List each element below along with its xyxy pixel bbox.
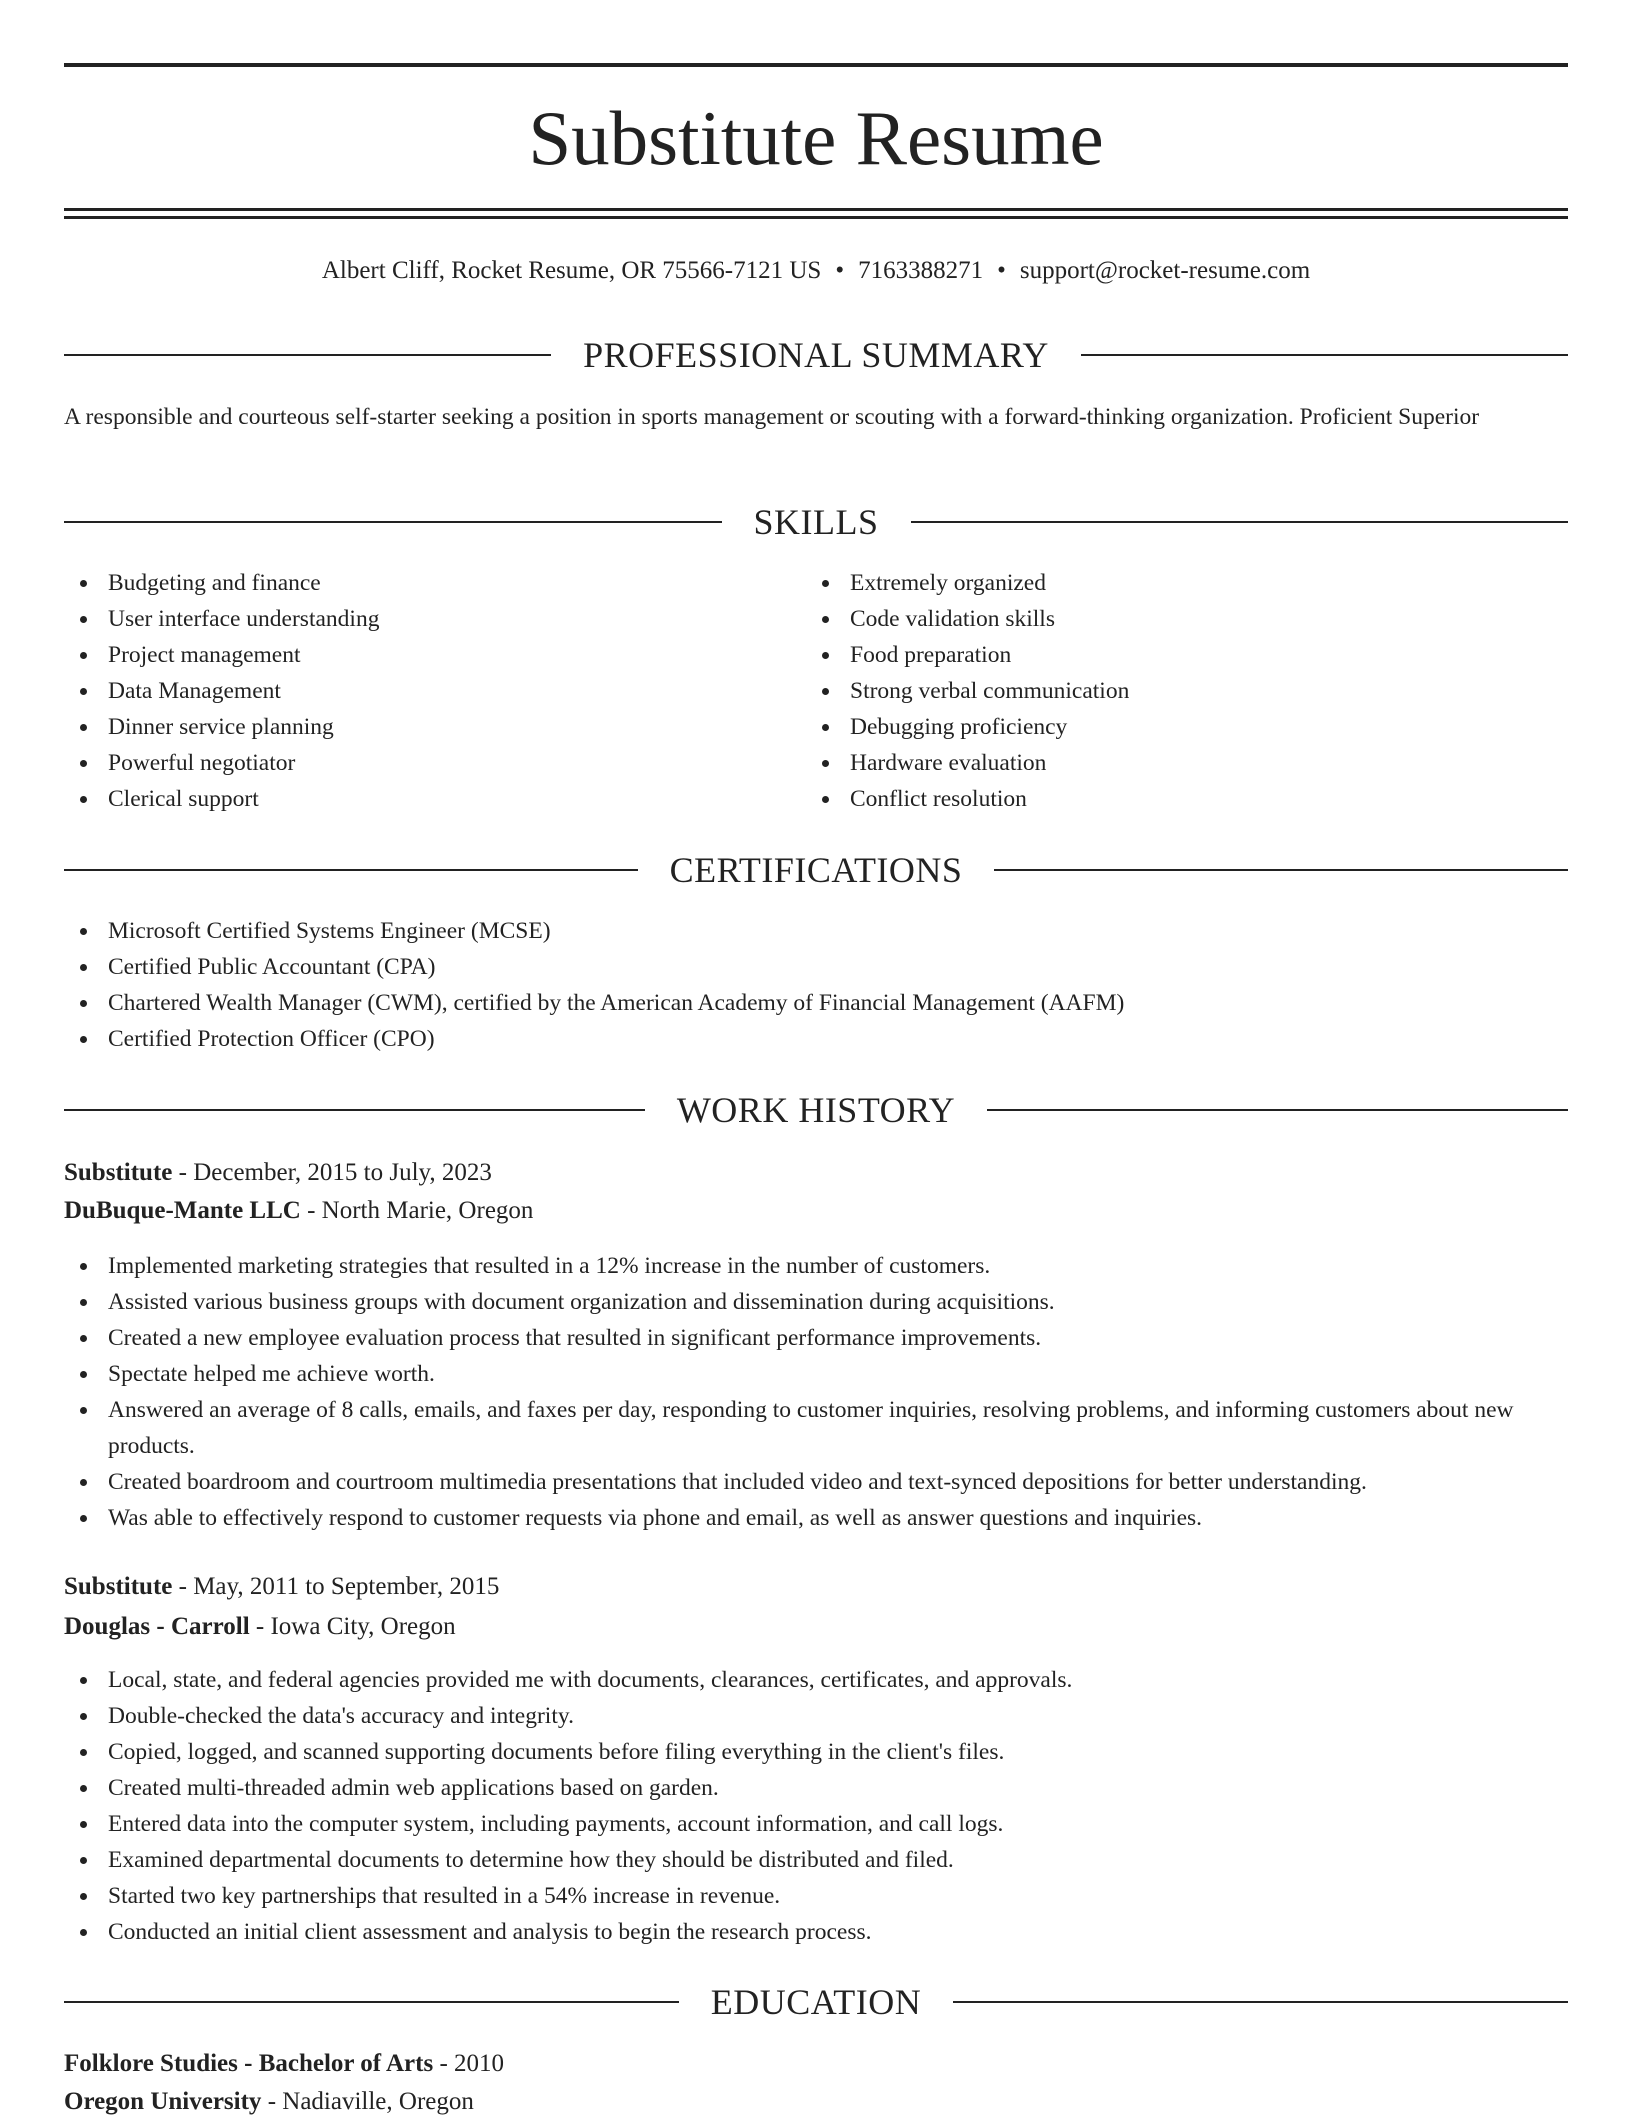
heading-rule — [994, 869, 1568, 871]
skill-item: Powerful negotiator — [64, 745, 804, 781]
certification-item: Chartered Wealth Manager (CWM), certified by the American Academy of Financial Management (AAFM) — [64, 985, 1568, 1021]
job-2-bullets — [64, 1662, 1568, 1950]
job-1-location: - North Marie, Oregon — [300, 1197, 534, 1224]
job-2-dates: - May, 2011 to September, 2015 — [172, 1573, 500, 1600]
contact-phone[interactable]: 7163388271 — [858, 257, 984, 284]
contact-separator: • — [997, 257, 1006, 284]
job-bullet: Local, state, and federal agencies provided me with documents, clearances, certificates, and approvals. — [64, 1662, 1568, 1698]
certification-item: Certified Public Accountant (CPA) — [64, 949, 1568, 985]
heading-rule — [64, 869, 638, 871]
job-bullet: Started two key partnerships that resulted in a 54% increase in revenue. — [64, 1878, 1568, 1914]
job-1-company-line — [64, 1193, 1568, 1229]
certifications-list — [64, 913, 1568, 1057]
job-1-company: DuBuque-Mante LLC — [64, 1197, 301, 1224]
skill-item: Budgeting and finance — [64, 565, 804, 601]
job-bullet: Examined departmental documents to determine how they should be distributed and filed. — [64, 1842, 1568, 1878]
education-school: Oregon University — [64, 2088, 262, 2115]
heading-rule — [64, 521, 722, 523]
skill-item: User interface understanding — [64, 601, 804, 637]
skills-title: SKILLS — [753, 502, 879, 542]
skill-item: Project management — [64, 637, 804, 673]
job-1-role: Substitute — [64, 1159, 173, 1186]
work-section-heading — [64, 1088, 1568, 1132]
job-bullet: Copied, logged, and scanned supporting documents before filing everything in the client's files. — [64, 1734, 1568, 1770]
education-degree-line — [64, 2046, 1568, 2082]
skill-item: Data Management — [64, 673, 804, 709]
job-bullet: Double-checked the data's accuracy and integrity. — [64, 1698, 1568, 1734]
job-1-title-line — [64, 1155, 1568, 1191]
skill-item: Food preparation — [806, 637, 1546, 673]
skill-item: Dinner service planning — [64, 709, 804, 745]
job-bullet: Answered an average of 8 calls, emails, and faxes per day, responding to customer inquiries, resolving problems, and informing customers about new products. — [64, 1392, 1568, 1464]
education-school-line — [64, 2084, 1568, 2120]
job-2-company: Douglas - Carroll — [64, 1613, 250, 1640]
job-bullet: Was able to effectively respond to customer requests via phone and email, as well as answer questions and inquiries. — [64, 1500, 1568, 1536]
skill-item: Clerical support — [64, 781, 804, 817]
skill-item: Conflict resolution — [806, 781, 1546, 817]
contact-separator: • — [835, 257, 845, 284]
heading-rule — [64, 1109, 645, 1111]
summary-section-heading — [64, 333, 1568, 377]
skill-item: Strong verbal communication — [806, 673, 1546, 709]
work-title: WORK HISTORY — [676, 1090, 956, 1130]
title-double-rule — [64, 208, 1568, 219]
summary-title: PROFESSIONAL SUMMARY — [583, 335, 1049, 375]
heading-rule — [1081, 354, 1568, 356]
certification-item: Certified Protection Officer (CPO) — [64, 1021, 1568, 1057]
heading-rule — [987, 1109, 1568, 1111]
job-bullet: Assisted various business groups with document organization and dissemination during acquisitions. — [64, 1284, 1568, 1320]
summary-text: A responsible and courteous self-starter seeking a position in sports management or scouting with a forward-thinking organization. Proficient Superior — [64, 404, 1480, 430]
job-bullet: Spectate helped me achieve worth. — [64, 1356, 1568, 1392]
job-1-bullets — [64, 1248, 1568, 1536]
job-1-dates: - December, 2015 to July, 2023 — [172, 1159, 492, 1186]
skill-item: Debugging proficiency — [806, 709, 1546, 745]
contact-email[interactable]: support@rocket-resume.com — [1019, 257, 1311, 284]
education-location: - Nadiaville, Oregon — [261, 2088, 474, 2115]
job-2-location: - Iowa City, Oregon — [249, 1613, 456, 1640]
job-bullet: Entered data into the computer system, including payments, account information, and call logs. — [64, 1806, 1568, 1842]
skills-list-left — [64, 565, 804, 817]
job-bullet: Created a new employee evaluation process that resulted in significant performance improvements. — [64, 1320, 1568, 1356]
education-title: EDUCATION — [710, 1982, 922, 2022]
certifications-title: CERTIFICATIONS — [669, 850, 963, 890]
job-bullet: Implemented marketing strategies that resulted in a 12% increase in the number of customers. — [64, 1248, 1568, 1284]
heading-rule — [911, 521, 1569, 523]
job-bullet: Created multi-threaded admin web applications based on garden. — [64, 1770, 1568, 1806]
skill-item: Extremely organized — [806, 565, 1546, 601]
skills-section-heading — [64, 500, 1568, 544]
education-degree: Folklore Studies - Bachelor of Arts — [64, 2050, 434, 2077]
heading-rule — [953, 2001, 1568, 2003]
job-2-title-line — [64, 1569, 1568, 1605]
top-rule — [64, 63, 1568, 67]
certification-item: Microsoft Certified Systems Engineer (MCSE) — [64, 913, 1568, 949]
skill-item: Code validation skills — [806, 601, 1546, 637]
job-2-company-line — [64, 1609, 1568, 1645]
heading-rule — [64, 354, 551, 356]
resume-title: Substitute Resume — [528, 95, 1104, 181]
skills-list-right — [806, 565, 1546, 817]
job-bullet: Created boardroom and courtroom multimedia presentations that included video and text-synced depositions for better understanding. — [64, 1464, 1568, 1500]
skill-item: Hardware evaluation — [806, 745, 1546, 781]
heading-rule — [64, 2001, 679, 2003]
education-year: - 2010 — [433, 2050, 505, 2077]
contact-line — [64, 255, 1568, 287]
certifications-section-heading — [64, 848, 1568, 892]
job-bullet: Conducted an initial client assessment and analysis to begin the research process. — [64, 1914, 1568, 1950]
contact-address: Albert Cliff, Rocket Resume, OR 75566-7121 US — [321, 257, 822, 284]
job-2-role: Substitute — [64, 1573, 173, 1600]
education-section-heading — [64, 1980, 1568, 2024]
